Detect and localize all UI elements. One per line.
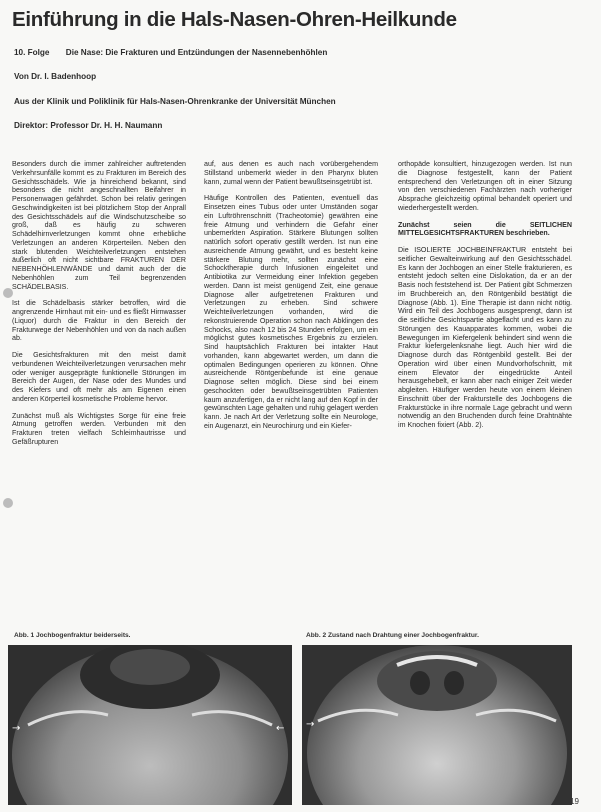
page-number: 19 bbox=[570, 797, 579, 806]
figure-2-caption: Abb. 2 Zustand nach Drahtung einer Jochbogenfraktur. bbox=[306, 632, 479, 639]
affiliation-line: Aus der Klinik und Poliklinik für Hals-Nasen-Ohrenkranke der Universität München bbox=[14, 97, 336, 106]
svg-text:→: → bbox=[12, 723, 21, 734]
series-label: 10. Folge bbox=[14, 48, 50, 57]
paragraph: Zunächst muß als Wichtigstes Sorge für eine freie Atmung getroffen werden. Verbunden mit den Frakturen treten vielfach Schleimhautrisse und Gefäßrupturen bbox=[12, 411, 186, 446]
text-column-right bbox=[398, 160, 572, 438]
text-column-left bbox=[12, 160, 186, 455]
figure-1-caption: Abb. 1 Jochbogenfraktur beiderseits. bbox=[14, 632, 131, 639]
svg-text:←: ← bbox=[276, 723, 285, 734]
paragraph: Die Gesichtsfrakturen mit den meist damit verbundenen Weichteilverletzungen verursachen mehr oder weniger ausgeprägte funktionelle Störungen im Bereich der Augen, der Nase oder des Mundes und des Kiefers und oft mehr als am Eigenen einen anderen Körperteil kosmetische Probleme hervor. bbox=[12, 351, 186, 403]
paragraph: auf, aus denen es auch nach vorübergehendem Stillstand unbemerkt wieder in den Pharynx bluten kann, zumal wenn der Patient bewußtseinsgetrübt ist. bbox=[204, 160, 378, 186]
hole-punch-mark bbox=[3, 498, 13, 508]
director-line: Direktor: Professor Dr. H. H. Naumann bbox=[14, 121, 163, 130]
author-line: Von Dr. I. Badenhoop bbox=[14, 72, 97, 81]
paragraph: Die ISOLIERTE JOCHBEINFRAKTUR entsteht bei seitlicher Gewalteinwirkung auf den Gesichtsschädel. Es kann der Jochbogen an einer Stelle frakturieren, es entsteht jedoch selten eine Dislokation, da er an der Basis noch feststehend ist. Der Patient gibt Schmerzen im Bruchbereich an, den Röntgenbild bestätigt die Diagnose (Abb. 1). Eine Therapie ist dann nicht nötig. Wird ein Teil des Jochbogens ausgesprengt, dann ist die seitliche Gesichtspartie abgeflacht und es kann zu Störungen des Kauapparates kommen, wobei die Bewegungen im Kiefergelenk behindert sind wenn die Fraktur kiefergelenksnahe liegt. Auch hier wird die Diagnose durch das Röntgenbild gestellt. Bei der Operation wird über einen Mundvorhofschnitt, mit einem Elevator der eingedrückte Anteil herausgehebelt, er kann aber nach einiger Zeit wieder abgleiten. Häufiger werden heute von einem kleinen Einschnitt über der Frakturstelle des Jochbogens die Frakturstücke in ihre normale Lage gebracht und wenn notwendig an den Bruchenden durch feine Drahtnähte im Knochen fixiert (Abb. 2). bbox=[398, 246, 572, 429]
svg-text:→: → bbox=[306, 719, 315, 730]
paragraph: Ist die Schädelbasis stärker betroffen, wird die angrenzende Hirnhaut mit ein- und es fließt Hirnwasser (Liquor) durch die Fraktur in den Bereich der Frakturwege der Nebenhöhlen und von da nach außen ab. bbox=[12, 299, 186, 343]
article-subtitle: Die Nase: Die Frakturen und Entzündungen der Nasennebenhöhlen bbox=[65, 48, 328, 57]
paragraph: Zunächst seien die SEITLICHEN MITTELGESICHTSFRAKTUREN beschrieben. bbox=[398, 220, 572, 238]
text-column-middle bbox=[204, 160, 378, 439]
paragraph: Besonders durch die immer zahlreicher auftretenden Verkehrsunfälle kommt es zu Frakturen im Bereich des Gesichtsschädels. Wie ja hinreichend bekannt, sind besonders die nicht angeschnallten Beifahrer in Personenwagen gefährdet. Schon bei relativ geringen Geschwindigkeiten ist bei plötzlichem Stop der Anprall des Gesichtsschädels auf die Windschutzscheibe so groß, daß es häufig zu schweren Schädelhirnverletzungen kommt ohne erhebliche Verletzungen an anderen Körperteilen. Neben den stark blutenden Weichteilverletzungen entstehen äußerlich oft nicht sichtbare FRAKTUREN DER NEBENHÖHLENWÄNDE und damit auch der die Nebenhöhlen zum Teil begrenzenden SCHÄDELBASIS. bbox=[12, 160, 186, 291]
series-line bbox=[14, 48, 327, 57]
paragraph: orthopäde konsultiert, hinzugezogen werden. Ist nun die Diagnose festgestellt, kann der Patient entsprechend den Verletzungen oft in einer Sitzung von den verschiedenen Fachärzten nach vorheriger Absprache gleichzeitig optimal behandelt operiert und wiederhergestellt werden. bbox=[398, 160, 572, 212]
paragraph: Häufige Kontrollen des Patienten, eventuell das Einsetzen eines Tubus oder unter Umständen sogar ein Luftröhrenschnitt (Tracheotomie) gewähren eine freie Atmung und verhindern die Gefahr einer unbemerkten Aspiration. Stärkere Blutungen sollten natürlich sofort operativ gestillt werden. Ist nun eine ausreichende Atmung gewährt, und es besteht keine stärkere Blutung mehr, sollten zunächst eine Schocktherapie durch Infusionen eingeleitet und Antibiotika zur Vermeidung einer Infektion gegeben werden. Dann ist meist genügend Zeit, eine genaue Diagnose aller aufgetretenen Frakturen und Verletzungen zu erheben. Sind schwere Weichteilverletzungen vorhanden, wird die rekonstruierende Operation schon nach Abklingen des Schocks, also nach 12 bis 24 Stunden erfolgen, um ein möglichst gutes kosmetisches Ergebnis zu erzielen. Sind hauptsächlich Frakturen bei intakter Haut vorhanden, kann abgewartet werden, um dann die optimalen Bedingungen operieren zu können. Ohne ausreichende Röntgenbefunde ist eine genaue Diagnose selten möglich. Diese sind bei einem geschockten oder bewußtseinsgetrübten Patienten kaum anzufertigen, da er nicht lang auf den Kopf in der gewünschten Lage gehalten und ruhig gelagert werden kann. Je nach Art der Verletzung sollte ein Neurologe, ein Augenarzt, ein Neurochirurg und ein Kiefer- bbox=[204, 194, 378, 430]
figure-1-xray-image bbox=[8, 645, 292, 805]
article-title: Einführung in die Hals-Nasen-Ohren-Heilkunde bbox=[12, 8, 457, 31]
figure-2-xray-image bbox=[302, 645, 572, 805]
